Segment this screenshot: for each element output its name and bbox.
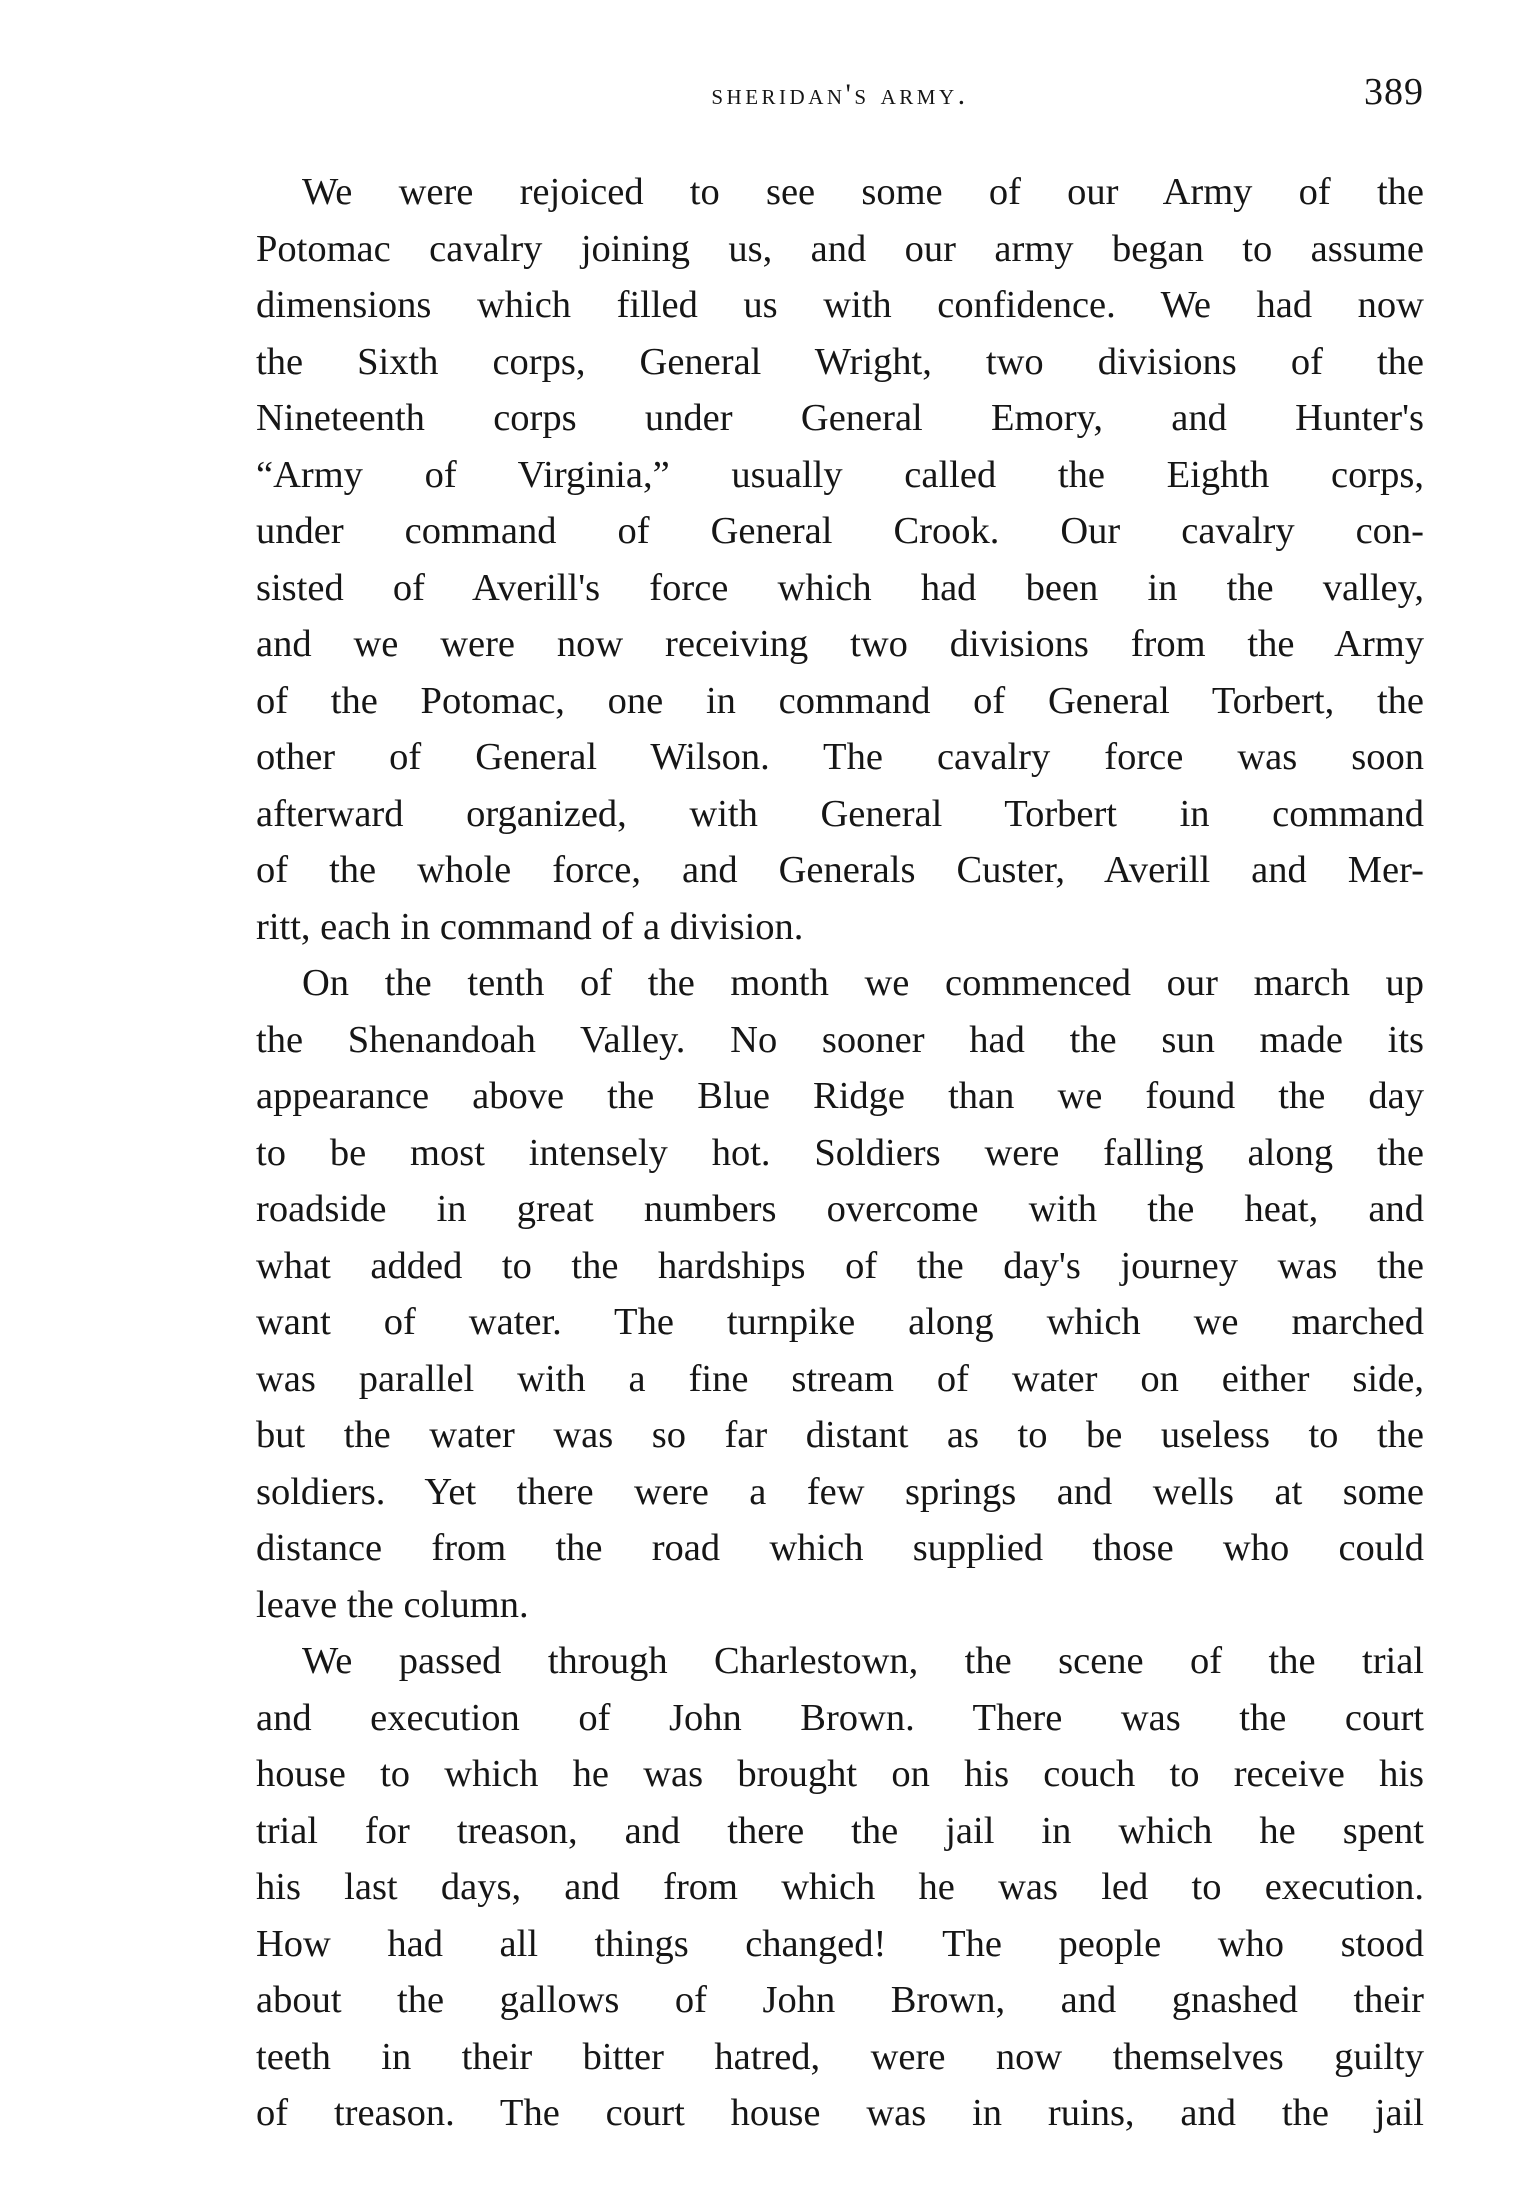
text-line: ritt, each in command of a division. bbox=[256, 905, 804, 948]
body-text bbox=[256, 164, 1424, 2142]
text-line: of the whole force, and Generals Custer, Averill and Mer- bbox=[256, 849, 1424, 891]
text-line: afterward organized, with General Torbert in command bbox=[256, 792, 1424, 835]
text-line: of treason. The court house was in ruins, and the jail bbox=[256, 2092, 1424, 2134]
text-line: what added to the hardships of the day's journey was the bbox=[256, 1244, 1424, 1287]
text-line: Nineteenth corps under General Emory, and Hunter's bbox=[256, 397, 1424, 439]
text-line: How had all things changed! The people who stood bbox=[256, 1922, 1424, 1965]
text-line: and we were now receiving two divisions from the Army bbox=[256, 623, 1424, 665]
text-line: distance from the road which supplied those who could bbox=[256, 1527, 1424, 1569]
paragraph bbox=[256, 164, 1424, 955]
text-line: dimensions which filled us with confidence. We had now bbox=[256, 284, 1424, 326]
text-line: leave the column. bbox=[256, 1583, 529, 1626]
text-line: roadside in great numbers overcome with the heat, and bbox=[256, 1188, 1424, 1230]
text-line: trial for treason, and there the jail in which he spent bbox=[256, 1809, 1424, 1852]
running-head bbox=[256, 68, 1424, 122]
text-line: to be most intensely hot. Soldiers were falling along the bbox=[256, 1131, 1424, 1174]
text-line: We were rejoiced to see some of our Army of the bbox=[302, 171, 1424, 213]
text-line: soldiers. Yet there were a few springs and wells at some bbox=[256, 1470, 1424, 1513]
text-line: about the gallows of John Brown, and gnashed their bbox=[256, 1979, 1424, 2021]
text-line: and execution of John Brown. There was the court bbox=[256, 1696, 1424, 1739]
text-line: the Shenandoah Valley. No sooner had the sun made its bbox=[256, 1018, 1424, 1061]
page-number: 389 bbox=[1364, 71, 1424, 113]
text-line: under command of General Crook. Our cavalry con- bbox=[256, 510, 1424, 552]
text-line: appearance above the Blue Ridge than we found the day bbox=[256, 1075, 1424, 1117]
paragraph bbox=[256, 1633, 1424, 2142]
text-line: Potomac cavalry joining us, and our army began to assume bbox=[256, 227, 1424, 270]
text-line: We passed through Charlestown, the scene of the trial bbox=[302, 1640, 1424, 1682]
text-line: the Sixth corps, General Wright, two divisions of the bbox=[256, 340, 1424, 383]
text-line: his last days, and from which he was led to execution. bbox=[256, 1866, 1424, 1908]
text-line: On the tenth of the month we commenced our march up bbox=[302, 962, 1424, 1004]
text-line: want of water. The turnpike along which we marched bbox=[256, 1301, 1424, 1343]
text-line: was parallel with a fine stream of water on either side, bbox=[256, 1357, 1424, 1400]
text-line: of the Potomac, one in command of General Torbert, the bbox=[256, 679, 1424, 722]
running-title: sheridan's army. bbox=[711, 78, 969, 111]
text-line: other of General Wilson. The cavalry force was soon bbox=[256, 736, 1424, 778]
text-line: house to which he was brought on his couch to receive his bbox=[256, 1753, 1424, 1795]
text-line: teeth in their bitter hatred, were now themselves guilty bbox=[256, 2035, 1424, 2078]
text-line: but the water was so far distant as to be useless to the bbox=[256, 1414, 1424, 1456]
text-line: sisted of Averill's force which had been in the valley, bbox=[256, 566, 1424, 609]
text-line: “Army of Virginia,” usually called the Eighth corps, bbox=[256, 453, 1424, 496]
paragraph bbox=[256, 955, 1424, 1633]
